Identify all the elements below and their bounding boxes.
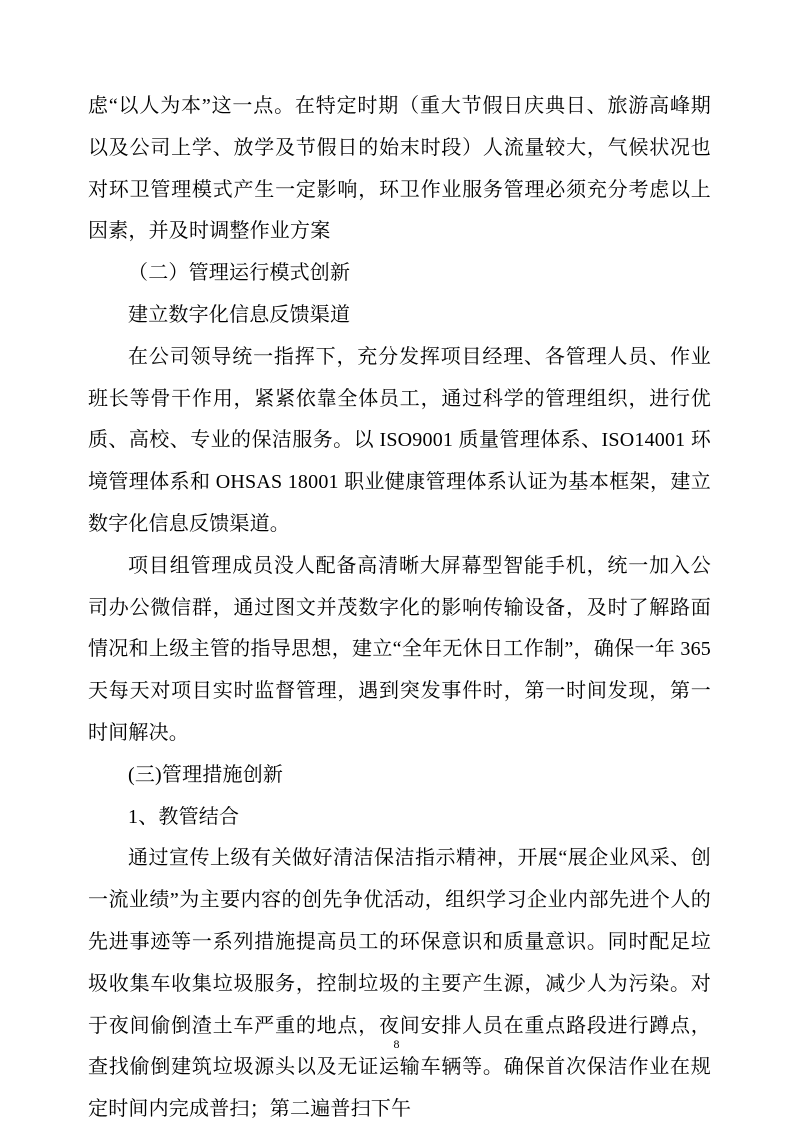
heading-section-2-management-operation-innovation: （二）管理运行模式创新	[128, 262, 351, 285]
document-body	[88, 86, 711, 1122]
heading-digital-feedback-channel: 建立数字化信息反馈渠道	[128, 303, 351, 326]
paragraph-education-and-cleaning-measures: 通过宣传上级有关做好清洁保洁指示精神，开展“展企业风采、创一流业绩”为主要内容的创先争优活动，组织学习企业内部先进个人的先进事迹等一系列措施提高员工的环保意识和质量意识。同时配足垃圾收集车收集垃圾服务，控制垃圾的主要产生源，减少人为污染。对于夜间偷倒渣土车严重的地点，夜间安排人员在重点路段进行蹲点，查找偷倒建筑垃圾源头以及无证运输车辆等。确保首次保洁作业在规定时间内完成普扫；第二遍普扫下午	[88, 847, 711, 1121]
heading-section-3-management-measures-innovation: (三)管理措施创新	[128, 763, 284, 786]
heading-item-1-education-management: 1、教管结合	[128, 805, 240, 828]
paragraph-smartphone-supervision: 项目组管理成员没人配备高清晰大屏幕型智能手机，统一加入公司办公微信群，通过图文并茂数字化的影响传输设备，及时了解路面情况和上级主管的指导思想，建立“全年无休日工作制”，确保一年 365 天每天对项目实时监督管理，遇到突发事件时，第一时间发现，第一时间解决。	[88, 554, 711, 744]
paragraph-continuation: 虑“以人为本”这一点。在特定时期（重大节假日庆典日、旅游高峰期以及公司上学、放学及节假日的始末时段）人流量较大，气候状况也对环卫管理模式产生一定影响，环卫作业服务管理必须充分考虑以上因素，并及时调整作业方案	[88, 95, 711, 243]
paragraph-iso-certification: 在公司领导统一指挥下，充分发挥项目经理、各管理人员、作业班长等骨干作用，紧紧依靠全体员工，通过科学的管理组织，进行优质、高校、专业的保洁服务。以 ISO9001 质量管理体系、ISO14001 环境管理体系和 OHSAS 18001 职业健康管理体系认证为基本框架，建立数字化信息反馈渠道。	[88, 345, 711, 535]
page-number: 8	[393, 1037, 400, 1051]
